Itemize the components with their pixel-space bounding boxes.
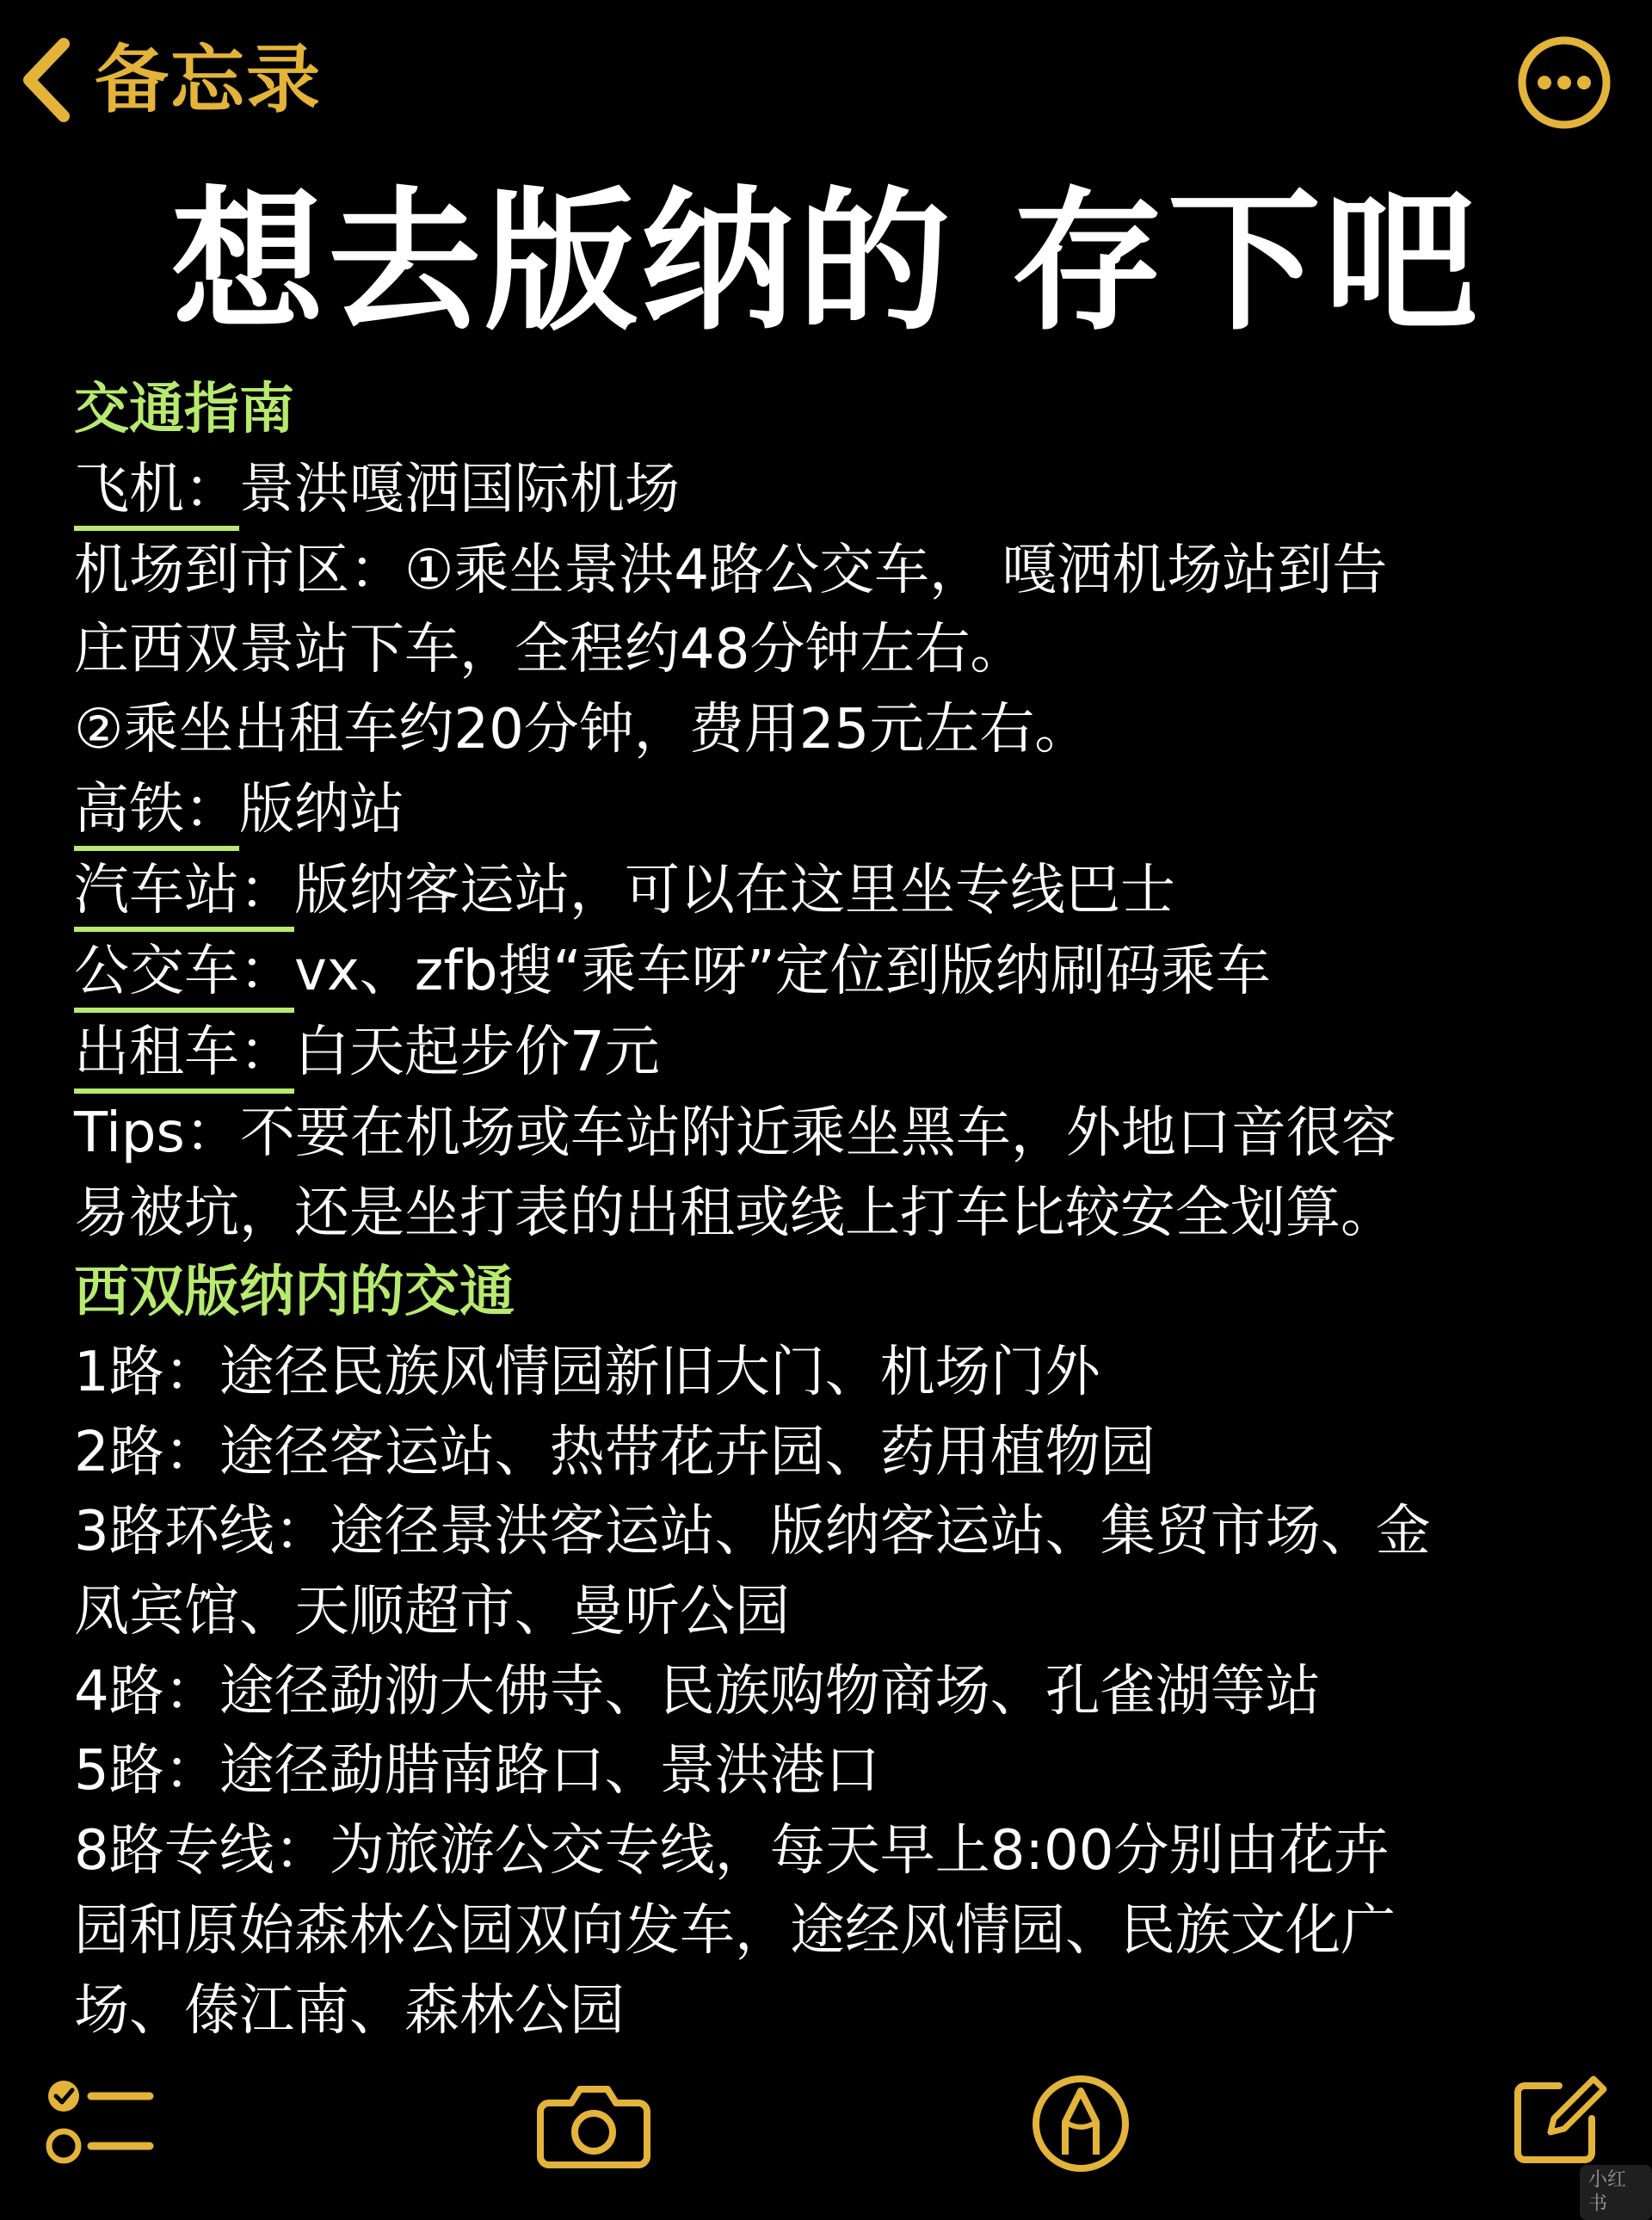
checklist-icon bbox=[45, 2074, 157, 2168]
note-body[interactable] bbox=[74, 370, 1623, 2050]
rail-label: 高铁： bbox=[74, 775, 239, 851]
route-line: 凤宾馆、天顺超市、曼听公园 bbox=[74, 1580, 790, 1644]
plane-line bbox=[74, 450, 1623, 531]
coach-line bbox=[74, 851, 1623, 932]
route-line: 园和原始森林公园双向发车，途经风情园、民族文化广 bbox=[74, 1898, 1396, 1963]
camera-button[interactable] bbox=[533, 2077, 654, 2172]
route-line: 场、傣江南、森林公园 bbox=[74, 1978, 625, 2043]
plane-label: 飞机： bbox=[74, 455, 239, 531]
route-line: 1路：途径民族风情园新旧大门、机场门外 bbox=[74, 1340, 1100, 1404]
taxi-line bbox=[74, 1013, 1623, 1094]
rail-text: 版纳站 bbox=[239, 777, 404, 842]
taxi-text: 白天起步价7元 bbox=[294, 1020, 660, 1084]
airport-line-2: 庄西双景站下车，全程约48分钟左右。 bbox=[74, 618, 1026, 682]
chevron-left-icon bbox=[21, 37, 72, 123]
ellipsis-circle-icon bbox=[1516, 34, 1612, 131]
airport-line-3: ②乘坐出租车约20分钟，费用25元左右。 bbox=[74, 698, 1090, 762]
tips-line-2: 易被坑，还是坐打表的出租或线上打车比较安全划算。 bbox=[74, 1181, 1396, 1245]
camera-icon bbox=[533, 2077, 654, 2172]
route-line: 2路：途径客运站、热带花卉园、药用植物园 bbox=[74, 1420, 1156, 1484]
more-options-button[interactable] bbox=[1516, 34, 1612, 131]
plane-text: 景洪嘎洒国际机场 bbox=[239, 457, 680, 521]
back-button[interactable] bbox=[21, 33, 322, 127]
section-heading-local-transport: 西双版纳内的交通 bbox=[74, 1261, 515, 1325]
markup-button[interactable] bbox=[1029, 2072, 1132, 2175]
checklist-button[interactable] bbox=[45, 2074, 157, 2168]
taxi-label: 出租车： bbox=[74, 1018, 294, 1094]
rail-line bbox=[74, 770, 1623, 851]
section-heading-transport: 交通指南 bbox=[74, 378, 294, 441]
coach-text: 版纳客运站，可以在这里坐专线巴士 bbox=[294, 858, 1175, 922]
watermark: 小红书 bbox=[1580, 2165, 1652, 2220]
markup-pen-icon bbox=[1029, 2072, 1132, 2175]
bus-text: vx、zfb搜“乘车呀”定位到版纳刷码乘车 bbox=[294, 939, 1271, 1003]
back-label: 备忘录 bbox=[95, 37, 322, 123]
route-line: 5路：途径勐腊南路口、景洪港口 bbox=[74, 1739, 880, 1804]
route-line: 8路专线：为旅游公交专线，每天早上8:00分别由花卉 bbox=[74, 1819, 1390, 1884]
compose-button[interactable] bbox=[1507, 2067, 1611, 2170]
bus-label: 公交车： bbox=[74, 937, 294, 1013]
note-title: 想去版纳的 存下吧 bbox=[171, 173, 1481, 351]
airport-line-1: 机场到市区：①乘坐景洪4路公交车， 嘎洒机场站到告 bbox=[74, 538, 1388, 602]
coach-label: 汽车站： bbox=[74, 856, 294, 932]
compose-icon bbox=[1507, 2067, 1611, 2170]
bus-line bbox=[74, 932, 1623, 1013]
tips-line-1: Tips：不要在机场或车站附近乘坐黑车，外地口音很容 bbox=[74, 1101, 1396, 1165]
route-line: 4路：途径勐泐大佛寺、民族购物商场、孔雀湖等站 bbox=[74, 1659, 1321, 1724]
route-line: 3路环线：途径景洪客运站、版纳客运站、集贸市场、金 bbox=[74, 1500, 1431, 1564]
